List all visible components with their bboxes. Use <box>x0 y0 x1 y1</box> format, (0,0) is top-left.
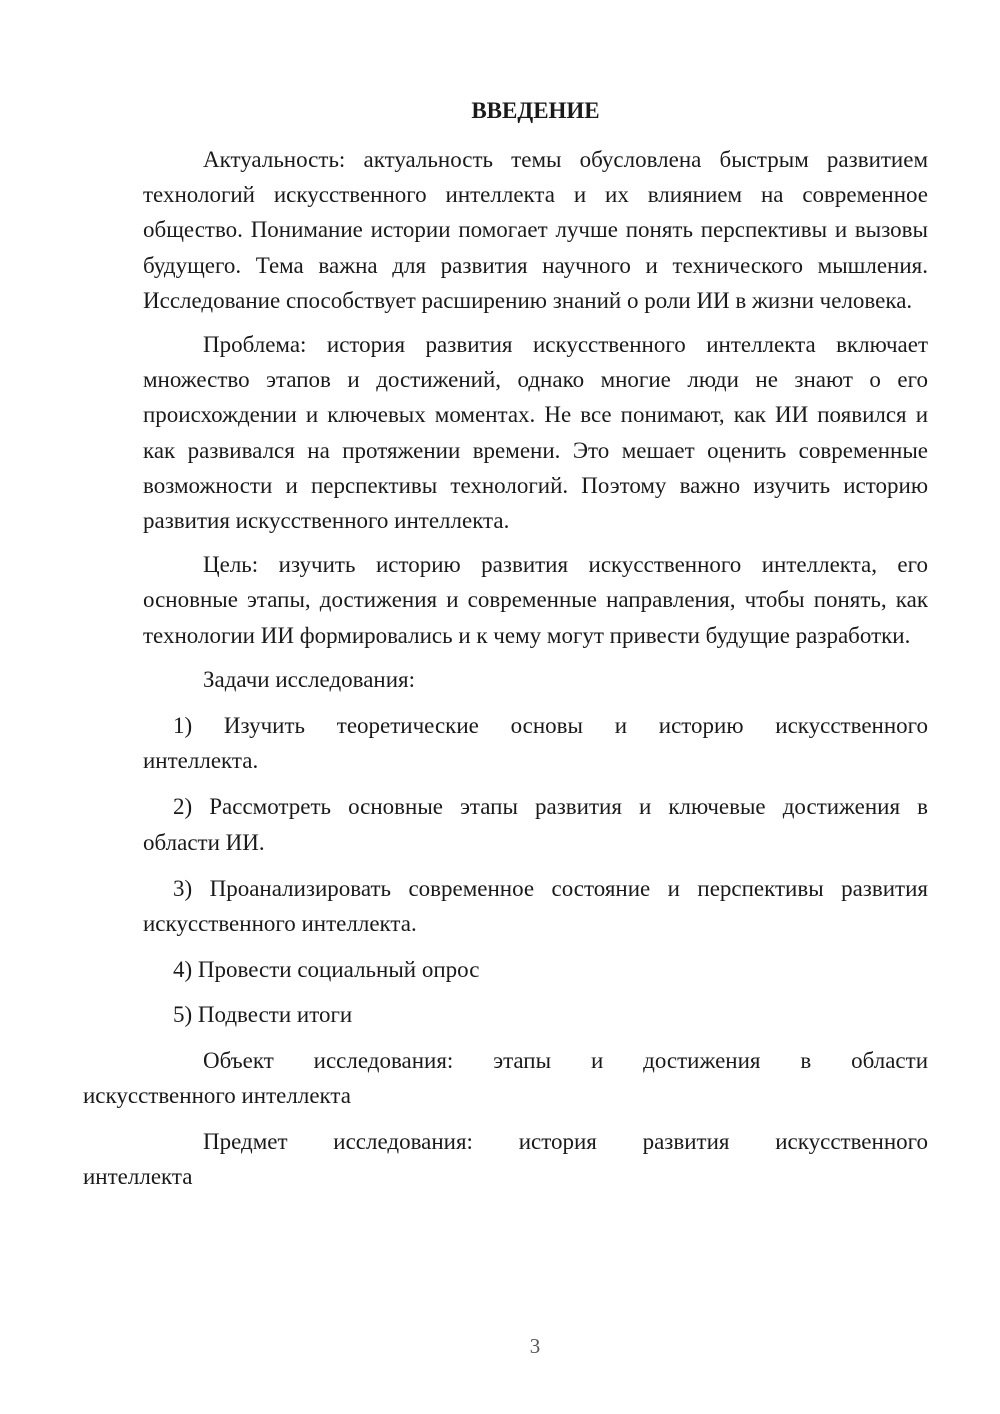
subject-line-1: Предмет исследования: история развития искусственного <box>203 1129 928 1155</box>
problem-paragraph: Проблема: история развития искусственного интеллекта включает множество этапов и достижений, однако многие люди не знают о его происхождении и ключевых моментах. Не все понимают, как ИИ появился и как развивался на протяжении времени. Это мешает оценить современные возможности и перспективы технологий. Поэтому важно изучить историю развития искусственного интеллекта. <box>143 332 928 534</box>
task-3-line-2: искусственного интеллекта. <box>143 911 417 937</box>
task-1-line-1: 1) Изучить теоретические основы и историю искусственного <box>173 713 928 739</box>
list-item <box>143 708 928 778</box>
tasks-heading: Задачи исследования: <box>203 666 416 692</box>
object-line-2: искусственного интеллекта <box>83 1082 351 1108</box>
list-item <box>143 871 928 941</box>
document-body <box>83 142 928 1194</box>
object-line-1: Объект исследования: этапы и достижения в области <box>203 1047 928 1073</box>
list-item <box>143 997 928 1032</box>
relevance-paragraph: Актуальность: актуальность темы обусловлена быстрым развитием технологий искусственного интеллекта и их влиянием на современное общество. Понимание истории помогает лучше понять перспективы и вызовы будущего. Тема важна для развития научного и технического мышления. Исследование способствует расширению знаний о роли ИИ в жизни человека. <box>143 147 928 313</box>
task-5-text: 5) Подвести итоги <box>173 1002 353 1028</box>
subject-line-2: интеллекта <box>83 1164 193 1190</box>
list-item <box>143 789 928 859</box>
task-4-text: 4) Провести социальный опрос <box>173 957 480 983</box>
tasks-list <box>143 708 928 1033</box>
page-title: ВВЕДЕНИЕ <box>471 98 600 123</box>
subject-paragraph <box>83 1124 928 1194</box>
task-2-line-2: области ИИ. <box>143 829 265 855</box>
list-item <box>143 952 928 987</box>
task-1-line-2: интеллекта. <box>143 748 259 774</box>
page-number: 3 <box>529 1334 541 1358</box>
task-3-line-1: 3) Проанализировать современное состояние и перспективы развития <box>173 875 928 901</box>
goal-paragraph: Цель: изучить историю развития искусственного интеллекта, его основные этапы, достижения и современные направления, чтобы понять, как технологии ИИ формировались и к чему могут привести будущие разработки. <box>143 552 928 648</box>
object-paragraph <box>83 1043 928 1113</box>
task-2-line-1: 2) Рассмотреть основные этапы развития и ключевые достижения в <box>173 794 928 820</box>
